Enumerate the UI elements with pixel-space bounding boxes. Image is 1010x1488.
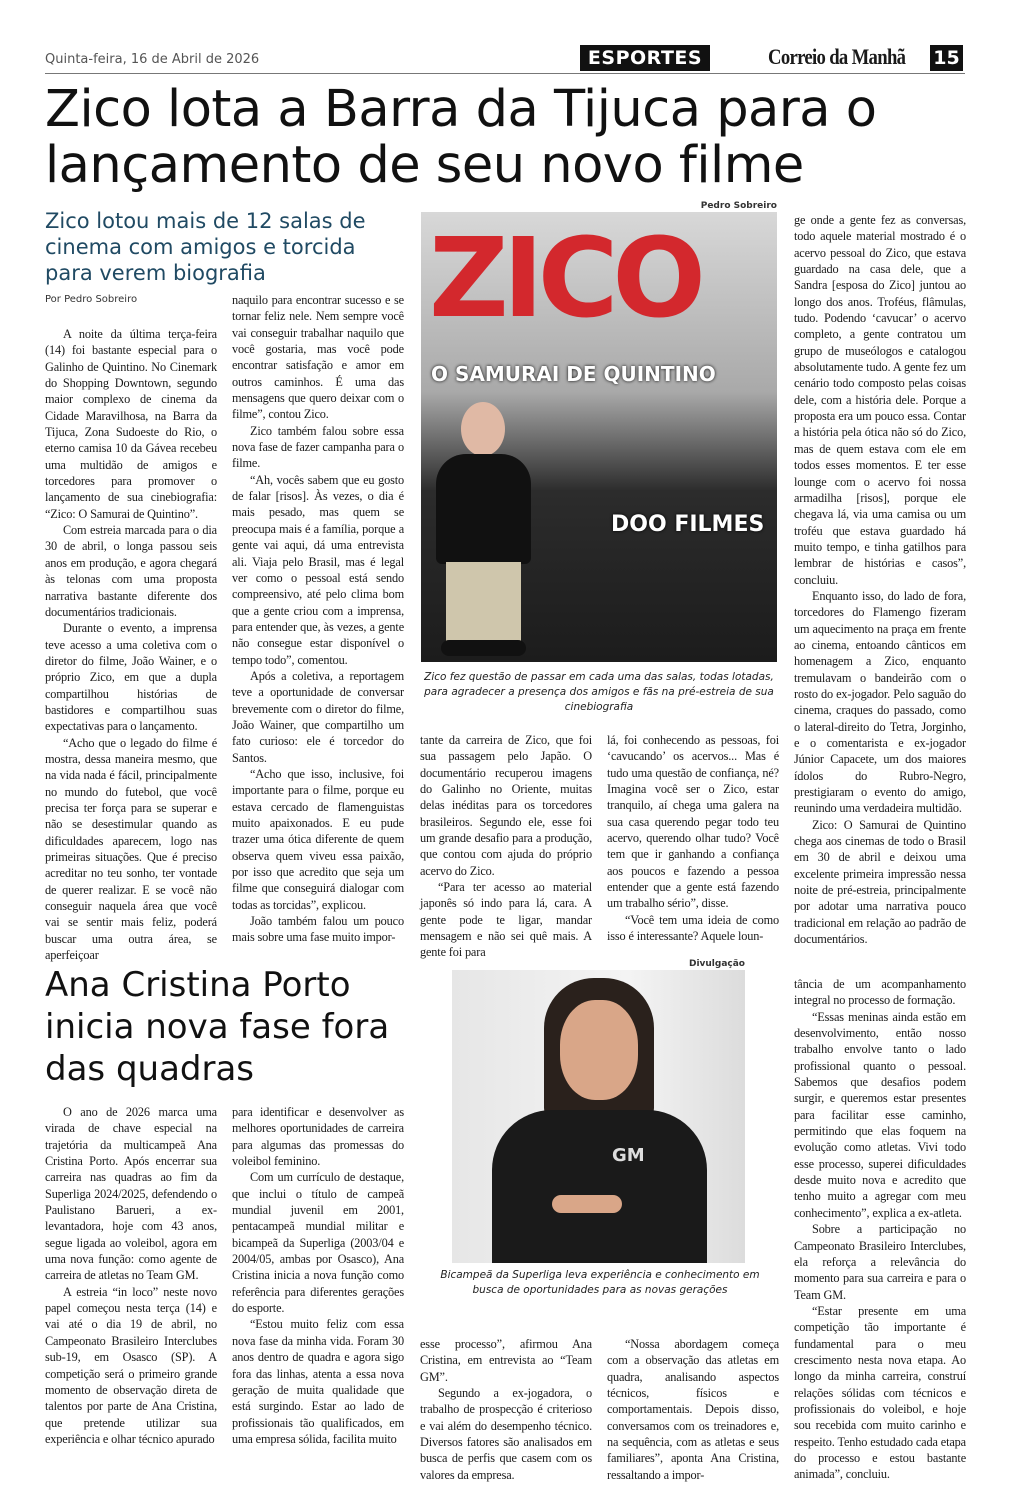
article-column — [794, 212, 966, 947]
article-column — [232, 292, 404, 946]
paragraph: “Para ter acesso ao material japonês só indo para lá, cara. A gente pode te ligar, mandar mensagem e não sei quê mais. A gente foi para — [420, 880, 592, 960]
paragraph: “Estar presente em uma competição tão importante é fundamental para o meu crescimento nesta nova etapa. Ao longo da minha carreira, construí relações sólidas com técnicos e profissionais do voleibol, e hoje sou recebida com muito carinho e respeito. Tenho estudado cada etapa do processo e estou bastante animada”, concluiu. — [794, 1303, 966, 1482]
zico-photo — [421, 212, 777, 662]
person-figure-feet — [441, 640, 526, 656]
photo-credit: Divulgação — [688, 959, 745, 969]
paragraph: esse processo”, afirmou Ana Cristina, em entrevista ao “Team GM”. — [420, 1337, 592, 1384]
poster-subtitle-art: O SAMURAI DE QUINTINO — [431, 362, 716, 386]
newspaper-logo: Correio da Manhã — [768, 44, 906, 69]
paragraph: “Acho que o legado do filme é mostra, dessa maneira mesmo, que na vida nada é fácil, principalmente no mundo do futebol, que você precisa ter força para se superar e não se desestimular quando as dificuldades aparecem, logo nas primeiras situações. Que é preciso acreditar no teu sonho, ter vontade de querer realizar. E se você não conseguir naquela área que você vai se sentir mais feliz, poderá buscar uma outra área, se aperfeiçoar — [45, 735, 217, 963]
paragraph: Segundo a ex-jogadora, o trabalho de prospecção é criterioso e vai além do desempenho técnico. Diversos fatores são analisados em busca de perfis que casem com os valores da empresa. — [420, 1386, 592, 1482]
team-logo-art: GM — [612, 1145, 645, 1166]
article-column — [420, 732, 592, 961]
paragraph: “Você tem uma ideia de como isso é interessante? Aquele loun- — [607, 912, 779, 944]
paragraph: Após a coletiva, a reportagem teve a oportunidade de conversar brevemente com o diretor do filme, João Wainer, que compartilho um fato curioso: ele é torcedor do Santos. — [232, 668, 404, 765]
paragraph: para identificar e desenvolver as melhores oportunidades de carreira para algumas das promessas do voleibol feminino. — [232, 1105, 404, 1169]
photo-credit: Pedro Sobreiro — [700, 201, 777, 211]
poster-credits-art: DOO FILMES — [611, 512, 765, 537]
poster-title-art: ZICO — [429, 214, 700, 342]
person-figure-body — [492, 1110, 707, 1263]
article-headline: Ana Cristina Porto inicia nova fase fora das quadras — [45, 965, 390, 1089]
photo-caption: Bicampeã da Superliga leva experiência e conhecimento em busca de oportunidades para as novas gerações — [440, 1269, 760, 1296]
paragraph: “Ah, vocês sabem que eu gosto de falar [risos]. Às vezes, o dia é mais pesado, mas quem se preocupa mais é a família, porque a gente vai aqui, dá uma entrevista ali. Viaja pelo Brasil, mas é legal ver como o pessoal está sendo compreensivo, até pelo clima bom que a gente criou com a imprensa, para entender que, às vezes, a gente não consegue estar disponível o tempo todo”, comentou. — [232, 472, 404, 667]
paragraph: ge onde a gente fez as conversas, todo aquele material mostrado é o acervo pessoal do Zico, que estava guardado na casa dele, que a Sandra [esposa do Zico] juntou ao longo dos anos. Troféus, flâmulas, tudo. Podendo ‘cavucar’ o acervo completo, a gente contratou um grupo de museólogos e catalogou absolutamente tudo. A gente fez um cenário todo composto pelas coisas dele, com a história dele. Porque a proposta era um pouco essa. Contar a história pela ótica não só do Zico, mas de quem estava com ele em todos esses momentos. E ter esse lounge com o acervo foi nossa armadilha [risos], porque ele chegava lá, via uma camisa ou um troféu que estava guardado há muito tempo, e tinha gatilhos para lembrar de histórias e casos”, concluiu. — [794, 213, 966, 587]
article-column — [607, 1336, 779, 1483]
paragraph: Com estreia marcada para o dia 30 de abril, o longa passou seis anos em produção, e agora chegará às telonas com uma proposta narrativa bastante diferente dos documentários tradicionais. — [45, 523, 217, 619]
paragraph: Zico também falou sobre essa nova fase de fazer campanha para o filme. — [232, 423, 404, 471]
article-column — [794, 976, 966, 1483]
paragraph: Zico: O Samurai de Quintino chega aos cinemas de todo o Brasil em 30 de abril e deixou uma excelente primeira impressão nessa noite de pré-estreia, principalmente por adotar uma narrativa pouco tradicional em relação ao padrão de documentários. — [794, 817, 966, 947]
person-figure-hand — [552, 1195, 622, 1213]
person-figure-face — [560, 1000, 638, 1100]
paragraph: Sobre a participação no Campeonato Brasileiro Interclubes, ela reforça a relevância do momento para sua carreira e para o Team GM. — [794, 1222, 966, 1302]
paragraph: tante da carreira de Zico, que foi sua passagem pelo Japão. O documentário recuperou imagens do Galinho no Oriente, muitas delas inéditas para os torcedores brasileiros. Segundo ele, esse foi um grande desafio para a produção, que contou com ajuda do próprio acervo do Zico. — [420, 733, 592, 878]
article-column — [420, 1336, 592, 1483]
paragraph: lá, foi conhecendo as pessoas, foi ‘cavucando’ os acervos... Mas é tudo uma questão de confiança, né? Imagina você ser o Zico, estar tranquilo, aí chega uma galera na sua casa querendo pegar todo teu acervo, querendo olhar tudo? Você tem que ir ganhando a confiança aos poucos e fazendo a pessoa entender que a gente está fazendo um trabalho sério”, disse. — [607, 733, 779, 911]
article-column — [45, 1104, 217, 1447]
ana-cristina-photo — [452, 970, 745, 1263]
paragraph: A estreia “in loco” neste novo papel começou nesta terça (14) e vai até o dia 19 de abril, no Campeonato Brasileiro Interclubes sub-19, em Osasco (SP). A competição será o primeiro grande momento de observação direta de talentos por parte de Ana Cristina, que pretende utilizar sua experiência e olhar técnico apurado — [45, 1284, 217, 1446]
article-headline: Zico lota a Barra da Tijuca para o lançamento de seu novo filme — [45, 80, 877, 195]
paragraph: tância de um acompanhamento integral no processo de formação. — [794, 977, 966, 1008]
article-column — [607, 732, 779, 944]
article-byline: Por Pedro Sobreiro — [45, 294, 138, 305]
paragraph: “Acho que isso, inclusive, foi importante para o filme, porque eu estava cercado de flamenguistas muito apaixonados. E eu pude trazer uma ótica diferente de quem observa quem viveu essa paixão, por isso que acredito que seja um filme que conseguirá dialogar com todas as torcidas”, explicou. — [232, 766, 404, 912]
header-divider — [45, 73, 965, 74]
paragraph: João também falou um pouco mais sobre uma fase muito impor- — [232, 914, 404, 945]
paragraph: Durante o evento, a imprensa teve acesso a uma coletiva com o diretor do filme, João Wainer, e o próprio Zico, em que a dupla compartilhou histórias de bastidores e compartilhou suas expectativas para o lançamento. — [45, 621, 217, 734]
person-figure-body — [436, 454, 531, 564]
paragraph: “Nossa abordagem começa com a observação das atletas em quadra, analisando aspectos técnicos, físicos e comportamentais. Depois disso, conversamos com os treinadores e, na sequência, com as atletas e seus familiares”, aponta Ana Cristina, ressaltando a impor- — [607, 1337, 779, 1482]
article-column — [232, 1104, 404, 1447]
person-figure-legs — [446, 562, 521, 642]
photo-caption: Zico fez questão de passar em cada uma das salas, todas lotadas, para agradecer a presença dos amigos e fãs na pré-estreia de sua cinebiografia — [424, 671, 774, 713]
paragraph: “Estou muito feliz com essa nova fase da minha vida. Foram 30 anos dentro de quadra e agora sigo fora das linhas, atenta a essa nova geração de muita qualidade que está surgindo. Estar ao lado de profissionais tão qualificados, em uma empresa sólida, facilita muito — [232, 1317, 404, 1446]
page-number: 15 — [930, 45, 963, 71]
article-column — [45, 326, 217, 963]
paragraph: “Essas meninas ainda estão em desenvolvimento, então nosso trabalho envolve tanto o lado profissional quanto o pessoal. Sabemos que desafios podem surgir, e queremos estar presentes para facilitar esse caminho, permitindo que elas foquem na evolução como atletas. Vivi todo esse processo, superei dificuldades desde muito nova e acredito que tenho muito a agregar com meu conhecimento”, explica a ex-atleta. — [794, 1009, 966, 1220]
article-subtitle: Zico lotou mais de 12 salas de cinema com amigos e torcida para verem biografia — [45, 209, 366, 285]
paragraph: Enquanto isso, do lado de fora, torcedores do Flamengo fizeram um aquecimento na praça em frente ao cinema, entoando cânticos em homenagem a Zico, enquanto tremulavam o bandeirão com o rosto do ex-jogador. Pelo saguão do cinema, craques do passado, como o lateral-direito do Tetra, Jorginho, e o comentarista e ex-jogador Júnior Capacete, um dos maiores ídolos do Rubro-Negro, prestigiaram o evento do amigo, reunindo uma verdadeira multidão. — [794, 588, 966, 816]
person-figure — [461, 402, 505, 456]
section-label: ESPORTES — [580, 45, 710, 71]
issue-date: Quinta-feira, 16 de Abril de 2026 — [45, 52, 260, 67]
paragraph: O ano de 2026 marca uma virada de chave especial na trajetória da multicampeã Ana Cristina Porto. Após encerrar sua carreira nas quadras ao fim da Superliga 2024/2025, defendendo o Paulistano Barueri, a ex-levantadora, hoje com 43 anos, segue ligada ao voleibol, agora em uma nova função: como agente de carreira de atletas no Team GM. — [45, 1105, 217, 1283]
paragraph: Com um currículo de destaque, que inclui o título de campeã mundial juvenil em 2001, pentacampeã mundial militar e bicampeã da Superliga (2003/04 e 2004/05, ambas por Osasco), Ana Cristina inicia a nova função como referência para diferentes gerações do esporte. — [232, 1170, 404, 1316]
paragraph: naquilo para encontrar sucesso e se tornar feliz nele. Nem sempre você vai conseguir trabalhar naquilo que você gostaria, mas você pode encontrar satisfação e amor em outros caminhos. É uma das mensagens que quero deixar com o filme”, contou Zico. — [232, 293, 404, 422]
paragraph: A noite da última terça-feira (14) foi bastante especial para o Galinho de Quintino. No Cinemark do Shopping Downtown, segundo maior complexo de cinema da Cidade Maravilhosa, na Barra da Tijuca, Zona Sudoeste do Rio, o eterno camisa 10 da Gávea recebeu uma multidão de amigos e torcedores para promover o lançamento de sua cinebiografia: “Zico: O Samurai de Quintino”. — [45, 327, 217, 521]
